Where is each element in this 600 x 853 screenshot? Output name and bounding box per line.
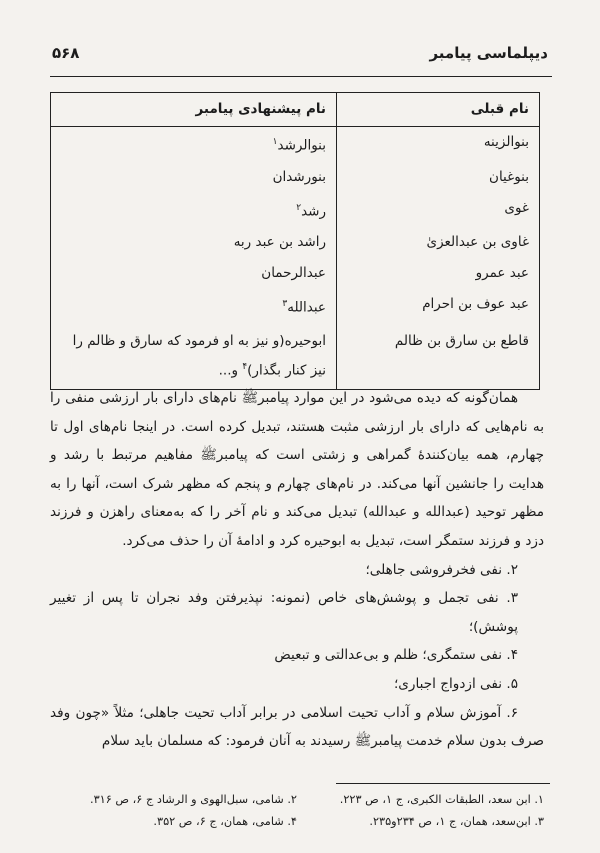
table-row bbox=[51, 193, 540, 228]
names-table bbox=[50, 92, 540, 390]
page-number: ۵۶۸ bbox=[52, 44, 80, 62]
footnote-ref: ۴ bbox=[242, 361, 248, 372]
new-name: نیز کنار بگذار) bbox=[247, 362, 326, 378]
list-item: ۵. نفی ازدواج اجباری؛ bbox=[393, 675, 518, 692]
table-row bbox=[51, 227, 540, 258]
old-name-cell: غوی bbox=[337, 193, 540, 228]
list-item: ۲. نفی فخرفروشی جاهلی؛ bbox=[365, 561, 518, 578]
new-name-cell bbox=[51, 193, 337, 228]
new-name-cell bbox=[51, 289, 337, 324]
table-row bbox=[51, 127, 540, 162]
list-item: ۶. آموزش سلام و آداب تحیت اسلامی در برابر آداب تحیت جاهلی؛ مثلاً «چون وفد صرف بدون سلام خدمت پیامبرﷺ رسیدند به آنان فرمود: که مسلمان باید سلام bbox=[50, 704, 544, 750]
new-name-tail: و... bbox=[218, 362, 243, 378]
list-item: ۳. نفی تجمل و پوشش‌های خاص (نمونه: نپذیرفتن وفد نجران تا پس از تغییر پوشش)؛ bbox=[50, 590, 518, 635]
footnote-row bbox=[50, 811, 544, 833]
old-name-cell: بنوغیان bbox=[337, 162, 540, 193]
new-name-cell: راشد بن عبد ربه bbox=[51, 227, 337, 258]
paragraph: همان‌گونه که دیده می‌شود در این موارد پیامبرﷺ نام‌های دارای بار ارزشی منفی را به نام‌هایی که دارای بار ارزشی مثبت هستند، تبدیل کرده است. در اینجا نام‌های اول تا چهارم، همه بیان‌کنندهٔ گمراهی و زشتی است که پیامبرﷺ مفاهیم مرتبط با رشد و هدایت را جانشین آنها می‌کند. در نام‌های چهارم و پنجم که مظهر شرک است، آنها را به مظهر توحید (عبدالله و عبدالله) تبدیل می‌کند و نام آخر را که به‌معنای راهزن و فرزند دزد و فرزند ستمگر است، تبدیل به ابوحیره کرد و ادامهٔ آن را حذف می‌کرد. bbox=[50, 390, 544, 549]
new-name-cell bbox=[51, 127, 337, 162]
footnote-row bbox=[50, 789, 544, 811]
footnote: ۳. ابن‌سعد، همان، ج ۱، ص ۲۳۴و۲۳۵. bbox=[369, 815, 544, 828]
new-name-cell bbox=[51, 324, 337, 390]
table-row bbox=[51, 162, 540, 193]
footnote: ۴. شامی، همان، ج ۶، ص ۳۵۲. bbox=[153, 815, 297, 828]
table-row bbox=[51, 324, 540, 390]
table-row bbox=[51, 289, 540, 324]
body-text bbox=[50, 384, 544, 756]
column-header-old-name: نام قبلی bbox=[337, 93, 540, 127]
footnotes bbox=[50, 789, 544, 833]
footnote-ref: ۱ bbox=[272, 137, 278, 147]
footnote: ۱. ابن سعد، الطبقات الکبری، ج ۱، ص ۲۲۳. bbox=[339, 793, 544, 806]
new-name-line: ابوحیره(و نیز به او فرمود که سارق و ظالم را bbox=[72, 332, 326, 349]
footnote-ref: ۳ bbox=[282, 299, 288, 309]
table-row bbox=[51, 258, 540, 289]
running-header bbox=[48, 44, 552, 68]
list-item: ۴. نفی ستمگری؛ ظلم و بی‌عدالتی و تبعیض bbox=[274, 647, 518, 664]
old-name-cell: عبد عوف بن احرام bbox=[337, 289, 540, 324]
footnote-ref: ۲ bbox=[296, 202, 302, 213]
footnote: ۲. شامی، سبل‌الهوی و الرشاد ج ۶، ص ۳۱۶. bbox=[89, 793, 297, 806]
new-name-line bbox=[61, 354, 326, 384]
old-name-cell: قاطع بن سارق بن ظالم bbox=[337, 324, 540, 390]
new-name: عبدالله bbox=[287, 299, 326, 316]
table-header-row bbox=[51, 93, 540, 127]
header-rule bbox=[50, 76, 552, 77]
new-name: بنوالرشد bbox=[277, 137, 326, 154]
old-name-cell: عبد عمرو bbox=[337, 258, 540, 289]
new-name-cell: بنورشدان bbox=[51, 162, 337, 193]
footnote-rule bbox=[336, 783, 550, 784]
old-name-cell: بنوالزینه bbox=[337, 127, 540, 162]
column-header-new-name: نام پیشنهادی پیامبر bbox=[51, 93, 337, 127]
running-title: دیپلماسی پیامبر bbox=[429, 44, 548, 62]
new-name-cell: عبدالرحمان bbox=[51, 258, 337, 289]
old-name-cell: غاوی بن عبدالعزیٰ bbox=[337, 227, 540, 258]
new-name: رشد bbox=[301, 203, 326, 219]
